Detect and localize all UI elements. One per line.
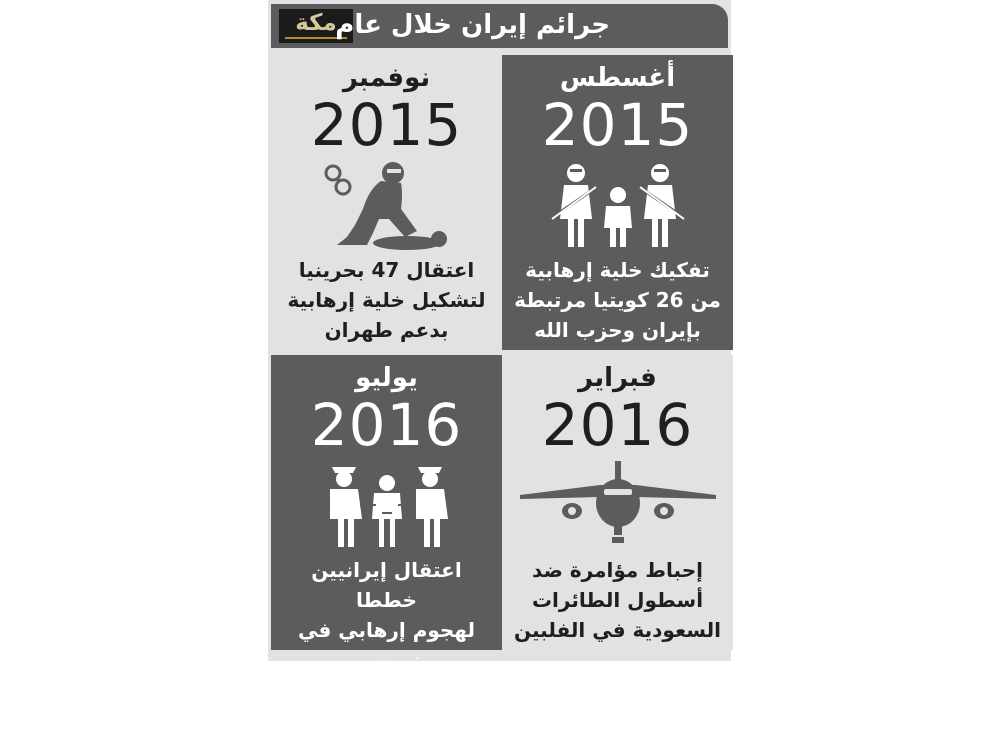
description-line: لتشكيل خلية إرهابية — [287, 288, 486, 312]
arrest-with-handcuffs-icon — [271, 159, 502, 251]
description-line: اعتقال 47 بحرينيا — [298, 258, 475, 282]
event-year: 2015 — [541, 91, 694, 159]
event-card-february-2016 — [502, 355, 733, 650]
description-line: تفكيك خلية إرهابية — [525, 258, 710, 282]
event-month: أغسطس — [559, 63, 676, 93]
description-line: إحباط مؤامرة ضد — [532, 558, 703, 582]
description-line: بدعم طهران — [324, 318, 449, 342]
event-year: 2015 — [310, 91, 463, 159]
description-line: لهجوم إرهابي في — [297, 618, 476, 642]
header-bar — [271, 4, 728, 48]
event-description — [510, 555, 725, 645]
event-description — [279, 555, 494, 675]
event-year: 2016 — [541, 391, 694, 459]
description-line: أسطول الطائرات — [531, 588, 704, 612]
airplane-icon — [502, 459, 733, 551]
event-month: فبراير — [578, 363, 657, 393]
description-line: نيروبي — [352, 648, 421, 672]
infographic — [268, 0, 731, 672]
event-card-november-2015 — [271, 55, 502, 350]
event-year: 2016 — [310, 391, 463, 459]
event-description — [279, 255, 494, 345]
description-line: السعودية في الفلبين — [514, 618, 721, 642]
page-title: جرائم إيران خلال عام — [335, 10, 610, 40]
logo-text: مكة — [295, 10, 337, 36]
description-line: من 26 كويتيا مرتبطة — [514, 288, 721, 312]
event-card-august-2015 — [502, 55, 733, 350]
armed-guards-with-prisoner-icon — [502, 159, 733, 251]
event-month: يوليو — [355, 363, 418, 393]
event-card-july-2016 — [271, 355, 502, 672]
event-description — [510, 255, 725, 345]
description-line: اعتقال إيرانيين خططا — [311, 558, 462, 612]
description-line: بإيران وحزب الله — [534, 318, 701, 342]
police-escorting-prisoner-icon — [271, 459, 502, 551]
event-month: نوفمبر — [342, 63, 431, 93]
